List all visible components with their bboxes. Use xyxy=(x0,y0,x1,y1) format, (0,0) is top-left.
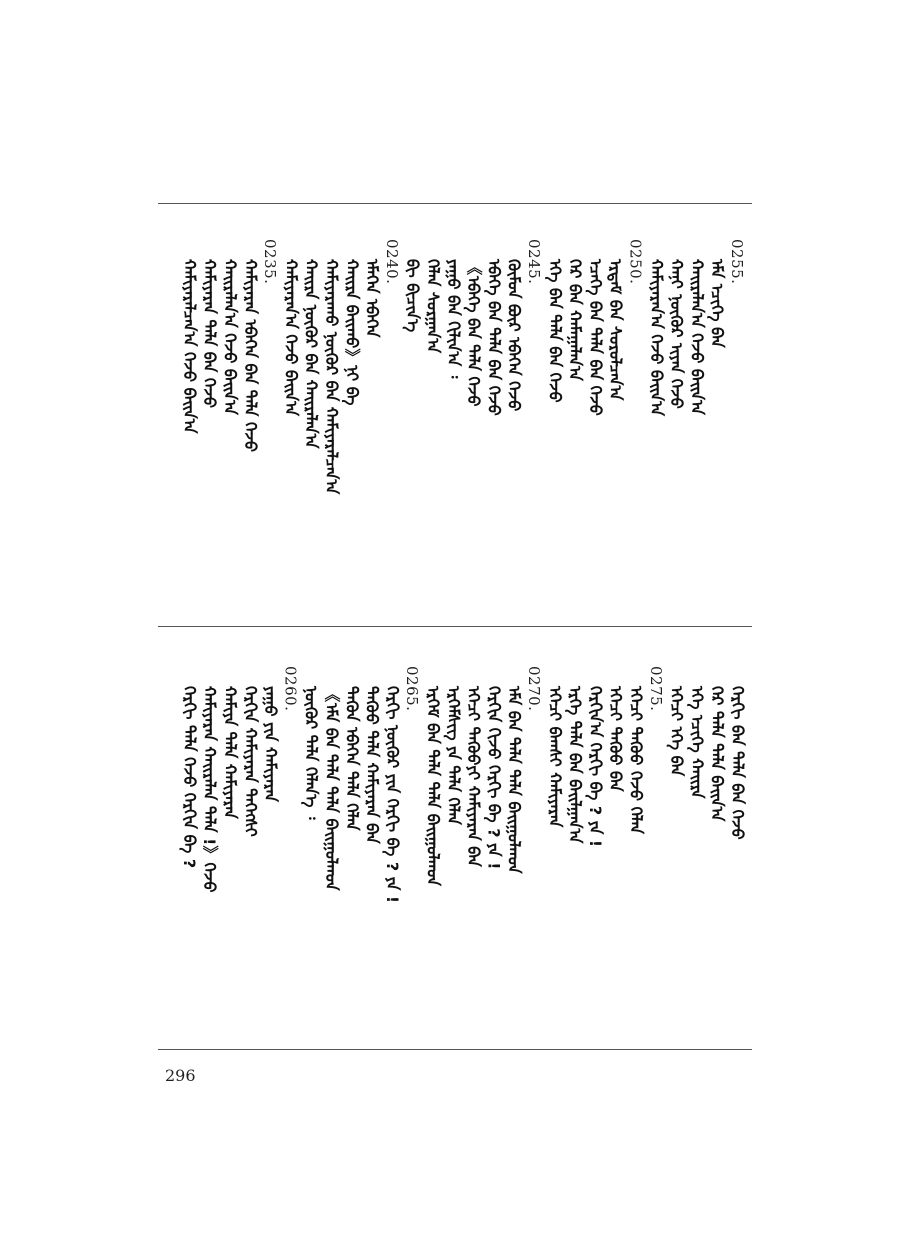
bottom-verse-line: ᠳᠡᠭᠦᠦ ᠲᠠᠯᠠ ᠬᠠᠮᠢᠶᠠᠷᠠᠨ ᠪᠡᠨ xyxy=(362,686,382,844)
top-verse-line: ᠪᠢ ᠪᠢᠴᠢᠨ᠎ᠡ xyxy=(403,259,423,333)
bottom-line-number: 0260. xyxy=(281,666,300,712)
bottom-line-number: 0265. xyxy=(403,666,422,712)
top-verse-line: ᠡᠷᠳᠡᠮ ᠪᠡᠨ ᠰᠤᠷᠤᠯᠴᠠᠨ᠎ᠠ xyxy=(606,259,626,401)
bottom-verse-line: ᠡᠷᠬᠡᠮᠰᠢᠭ ᠶᠠ ᠲᠠᠯᠠ ᠬᠡᠯᠡᠨ xyxy=(443,686,463,825)
top-verse-line: ᠬᠠᠮᠢᠶᠠᠷᠠᠯᠴᠠᠨ᠎ᠠ ᠭᠡᠵᠦ ᠪᠠᠢᠨ᠎ᠠ xyxy=(179,259,199,434)
top-line-number: 0235. xyxy=(261,239,280,285)
bottom-verse-line: ᠬᠡᠷᠬᠢ ᠪᠡᠨ ᠲᠠᠯᠠ ᠪᠠᠨ ᠭᠡᠵᠦ xyxy=(728,686,747,840)
bottom-verse-line: ᠨᠥᠬᠥᠷ ᠲᠠᠯᠠ ᠬᠡᠯᠡᠨ᠎ᠡ ᠄ xyxy=(301,686,321,820)
top-verse-line: ᠶᠠᠭᠤ ᠪᠡᠨ ᠬᠢᠯᠢᠨ᠎ᠠ ᠄ xyxy=(443,259,463,379)
bottom-verse-line: ᠡᠷᠬᠡ ᠲᠠᠯᠠ ᠪᠡᠨ ᠪᠠᠢᠯᠭᠠᠨ᠎ᠠ xyxy=(565,686,585,844)
top-verse-line: ᠬᠠᠮᠢᠶᠠᠷᠠᠨ ᠡᠪᠡᠭᠡᠨ ᠪᠡᠨ ᠲᠠᠯᠠ ᠭᠡᠵᠦ xyxy=(240,259,260,452)
top-verse-line: ᠡᠮᠡ ᠡᠴᠢᠭᠡ ᠪᠠᠨ xyxy=(707,259,727,348)
top-text-panel xyxy=(160,203,750,626)
bottom-verse-line: ᠡᠭᠡᠴᠢ ᠳᠡᠭᠦᠦ ᠪᠡᠨ xyxy=(606,686,626,792)
top-verse-line: ᠭᠡᠷ ᠪᠡᠨ ᠬᠠᠮᠠᠭᠠᠯᠠᠨ᠎ᠠ xyxy=(565,259,585,381)
bottom-verse-line: ᠬᠠᠮᠢᠶᠠᠷᠠᠨ ᠬᠠᠢᠷᠠᠯᠠᠨ ᠲᠠᠯᠠ !》ᠭᠡᠵᠦ xyxy=(200,686,220,893)
bottom-verse-line: ᠶᠠᠭᠤ ᠶᠢᠨ ᠬᠠᠮᠢᠶᠠᠷᠠᠨ xyxy=(261,686,281,802)
bottom-verse-line: ᠡᠬᠡ ᠡᠴᠢᠭᠡ ᠬᠠᠢᠷᠠ xyxy=(687,686,707,799)
bottom-verse-line: ᠬᠡᠷᠬᠢᠨ ᠬᠢᠵᠦ ᠬᠡᠷᠬᠢ ᠪᠡ ? ᠶᠠ ! xyxy=(484,686,504,870)
bottom-verse-line: ᠬᠡᠷᠬᠢ ᠲᠠᠯᠠ ᠭᠡᠵᠦ ᠬᠡᠷᠬᠢᠨ ᠪᠡ ? xyxy=(179,686,199,869)
top-verse-line: ᠡᠮᠡᠭᠡᠨ ᠡᠪᠡᠭᠡᠨ xyxy=(362,259,382,338)
top-verse-line: ᠬᠠᠢᠷᠠ ᠨᠥᠬᠥᠷ ᠪᠡᠨ ᠬᠠᠢᠷᠠᠯᠠᠨ᠎ᠠ xyxy=(301,259,321,449)
bottom-divider-rule xyxy=(158,1049,752,1050)
bottom-text-panel xyxy=(160,626,750,1049)
top-line-number: 0245. xyxy=(525,239,543,285)
bottom-verse-line: 《ᠡᠮᠡ ᠪᠡᠨ ᠲᠠᠯᠠ ᠲᠠᠯᠠ ᠪᠠᠢᠭᠤᠯᠬᠤᠨ xyxy=(322,686,341,891)
top-verse-line: ᠬᠠᠨᠢ ᠨᠥᠬᠥᠷ ᠢᠶᠡᠨ ᠭᠡᠵᠦ xyxy=(667,259,687,409)
bottom-verse-line: ᠬᠡᠷᠬᠢᠨ᠎ᠠ ᠬᠡᠷᠬᠢ ᠪᠡ ? ᠶᠠ ! xyxy=(585,686,605,848)
top-verse-line: ᠬᠠᠮᠢᠶᠠᠷᠠᠨ ᠲᠠᠯᠠ ᠪᠡᠨ ᠭᠡᠵᠦ xyxy=(200,259,220,408)
top-verse-line: ᠡᠬᠡ ᠪᠡᠨ ᠲᠠᠯᠠ ᠪᠡᠨ ᠭᠡᠵᠦ xyxy=(545,259,565,403)
bottom-verse-line: ᠬᠠᠮᠢᠶᠠ ᠲᠠᠯᠠ ᠬᠠᠮᠢᠶᠠᠷᠠᠨ xyxy=(220,686,240,819)
bottom-verse-line: ᠡᠭᠡᠴᠢ ᠳᠡᠭᠦᠦ᠎ᠶᠢ ᠬᠠᠮᠢᠶᠠᠷᠠᠨ ᠪᠡᠨ xyxy=(464,686,484,867)
top-verse-line: ᠬᠠᠢᠷᠠᠯᠠᠨ᠎ᠠ ᠭᠡᠵᠦ ᠪᠠᠢᠨ᠎ᠠ xyxy=(687,259,707,415)
top-verse-line: ᠬᠠᠮᠢᠶᠠᠷᠠᠨ᠎ᠠ ᠭᠡᠵᠦ ᠪᠠᠢᠨ᠎ᠠ xyxy=(281,259,301,416)
bottom-verse-line: ᠲᠡᠭᠦᠨ ᠡᠪᠡᠭᠡᠨ ᠲᠠᠯᠠ ᠬᠡᠯᠡᠨ xyxy=(342,686,362,831)
top-verse-line: ᠬᠠᠮᠢᠶᠠᠷᠠᠨ᠎ᠠ ᠭᠡᠵᠦ ᠪᠠᠢᠨ᠎ᠠ xyxy=(646,259,666,416)
page-number: 296 xyxy=(165,1066,196,1085)
bottom-verse-line: ᠡᠭᠡᠴᠢ ᠪᠠᠭᠰᠢ ᠬᠠᠮᠢᠶᠠᠷᠠᠨ xyxy=(545,686,565,828)
bottom-line-number: 0270. xyxy=(525,666,543,712)
bottom-line-number: 0275. xyxy=(646,666,665,712)
top-line-number: 0255. xyxy=(728,239,746,285)
top-verse-line: ᠡᠪᠡᠭᠡ ᠪᠡᠨ ᠲᠠᠯᠠ ᠪᠡᠨ ᠭᠡᠵᠦ xyxy=(484,259,504,416)
top-verse-line: ᠬᠦᠮᠦᠨ ᠪᠦᠷ ᠡᠪᠡᠭᠡᠨ ᠭᠡᠵᠦ xyxy=(504,259,524,412)
bottom-verse-line: ᠡᠭᠡᠴᠢ ᠡᠬᠡ ᠪᠡᠨ xyxy=(667,686,687,777)
top-verse-line: ᠬᠠᠮᠢᠶᠠᠷᠠᠬᠤ ᠨᠥᠬᠥᠷ ᠪᠡᠨ ᠬᠠᠮᠢᠶᠠᠷᠠᠯᠴᠠᠨ᠎ᠠ xyxy=(322,259,341,495)
bottom-verse-line: ᠬᠡᠷᠬᠢ ᠨᠥᠬᠥᠷ ᠶᠢᠨ ᠬᠡᠷᠬᠢ ᠪᠡ ? ᠶᠠ ! xyxy=(382,686,402,904)
top-verse-line: 《ᠡᠪᠡᠭᠡ ᠪᠡᠨ ᠲᠠᠯᠠ ᠭᠡᠵᠦ xyxy=(464,259,484,407)
bottom-verse-line: ᠡᠷᠬᠡᠮ ᠪᠡᠨ ᠲᠠᠯᠠ ᠲᠠᠯᠠ ᠪᠠᠢᠭᠤᠯᠬᠤᠨ xyxy=(423,686,443,886)
bottom-verse-line: ᠭᠡᠷ ᠲᠠᠯᠠ ᠲᠠᠯᠠ ᠪᠠᠢᠨ᠎ᠠ xyxy=(707,686,727,822)
bottom-verse-line: ᠡᠮᠡ ᠪᠡᠨ ᠲᠠᠯᠠ ᠲᠠᠯᠠ ᠪᠠᠢᠭᠤᠯᠬᠤᠨ xyxy=(504,686,524,874)
top-line-number: 0250. xyxy=(626,239,645,285)
bottom-verse-line: ᠬᠡᠷᠬᠢᠨ ᠬᠠᠮᠢᠶᠠᠷᠠᠨ ᠳᠡᠭᠡᠭᠰᠢ xyxy=(240,686,260,837)
top-line-number: 0240. xyxy=(382,239,401,285)
top-verse-line: ᠬᠠᠢᠷᠠᠯᠠᠨ᠎ᠠ ᠭᠡᠵᠦ ᠪᠠᠢᠨ᠎ᠠ xyxy=(220,259,240,415)
top-verse-line: ᠬᠠᠢᠷᠠ ᠪᠠᠢᠬᠤ》ᠨᠢ ᠪᠡ xyxy=(342,259,362,406)
top-verse-line: ᠬᠡᠯᠡᠨ ᠰᠤᠷᠭᠠᠨ᠎ᠠ xyxy=(423,259,443,354)
bottom-verse-line: ᠡᠭᠡᠴᠢ ᠳᠡᠭᠦᠦ ᠭᠡᠵᠦ ᠬᠡᠯᠡᠨ xyxy=(626,686,646,834)
top-verse-line: ᠡᠴᠡᠭᠡ ᠪᠠᠨ ᠲᠠᠯᠠ ᠪᠡᠨ ᠭᠡᠵᠦ xyxy=(585,259,605,416)
